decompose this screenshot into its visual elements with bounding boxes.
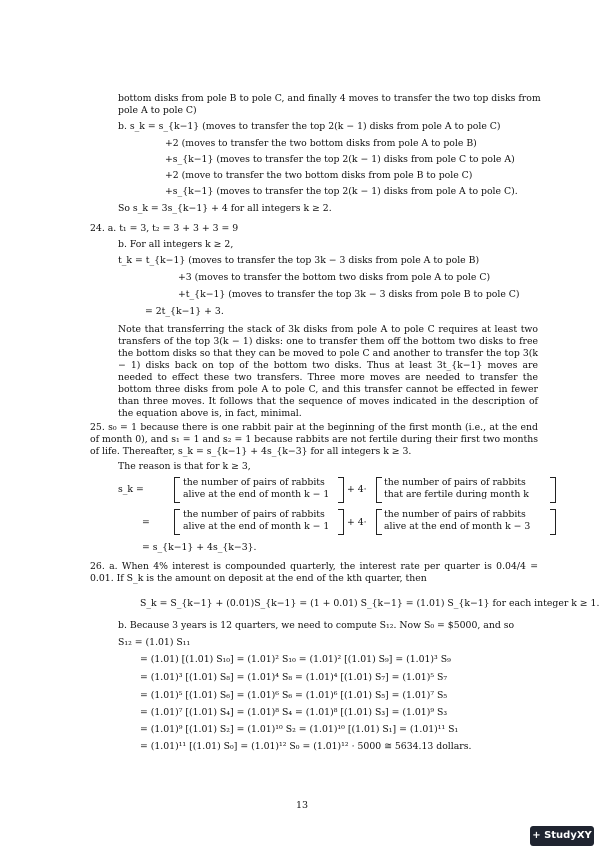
equation-eq: = (142, 517, 150, 528)
text-line: bottom disks from pole B to pole C, and finally 4 moves to transfer the two top disks from (118, 93, 541, 104)
equation-line: +t_{k−1} (moves to transfer the top 3k − 3 disks from pole B to pole C) (178, 289, 520, 300)
text-line: +s_{k−1} (moves to transfer the top 2(k − 1) disks from pole A to pole C). (165, 186, 518, 197)
bracket-text: the number of pairs of rabbits (183, 477, 325, 488)
right-bracket (550, 509, 556, 535)
problem-26-paragraph: 26. a. When 4% interest is compounded quarterly, the interest rate per quarter is 0.04/4 = 0.01. If S_k is the amount on deposit at the end of the kth quarter, then (90, 561, 538, 584)
equation-line: = (1.01)⁹ [(1.01) S₂] = (1.01)¹⁰ S₂ = (1.01)¹⁰ [(1.01) S₁] = (1.01)¹¹ S₁ (140, 724, 459, 735)
equation-line: = 2t_{k−1} + 3. (145, 306, 224, 317)
bracket-text: the number of pairs of rabbits (384, 477, 526, 488)
equation-line: +3 (moves to transfer the bottom two disks from pole A to pole C) (178, 272, 491, 283)
right-bracket (338, 509, 344, 535)
bracket-text: the number of pairs of rabbits (384, 509, 526, 520)
equation-lhs: s_k = (118, 484, 144, 495)
right-bracket (338, 477, 344, 503)
bracket-text: the number of pairs of rabbits (183, 509, 325, 520)
plus-icon: + (532, 830, 545, 841)
operator: + 4· (347, 484, 367, 495)
equation-line: = (1.01)⁵ [(1.01) S₆] = (1.01)⁶ S₆ = (1.01)⁶ [(1.01) S₅] = (1.01)⁷ S₅ (140, 690, 448, 701)
problem-24-header: 24. a. t₁ = 3, t₂ = 3 + 3 + 3 = 9 (90, 223, 239, 234)
left-bracket (376, 477, 382, 503)
equation-line: = (1.01) [(1.01) S₁₀] = (1.01)² S₁₀ = (1.01)² [(1.01) S₉] = (1.01)³ S₉ (140, 654, 451, 665)
equation-line: t_k = t_{k−1} (moves to transfer the top 3k − 3 disks from pole A to pole B) (118, 255, 480, 266)
paragraph: Note that transferring the stack of 3k disks from pole A to pole C requires at least two transfers of the top 3(k − 1) disks: one to transfer them off the bottom two disks to free the bottom disks so that they can be moved to pole C and another to transfer the top 3(k − 1) disks back on top of the bottom two disks. Thus at least 3t_{k−1} moves are needed to effect these two transfers. Three more moves are needed to transfer the bottom three disks from pole A to pole C, and this transfer cannot be effected in fewer than three moves. It follows that the sequence of moves indicated in the description of the equation above is, in fact, minimal. (118, 324, 538, 419)
bracket-text: alive at the end of month k − 3 (384, 521, 531, 532)
text-line: +2 (moves to transfer the two bottom disks from pole A to pole B) (165, 138, 477, 149)
studyxy-badge[interactable] (530, 826, 594, 846)
right-bracket (550, 477, 556, 503)
text-line: b. s_k = s_{k−1} (moves to transfer the top 2(k − 1) disks from pole A to pole C) (118, 121, 501, 132)
text-line: b. For all integers k ≥ 2, (118, 239, 234, 250)
equation-line: = s_{k−1} + 4s_{k−3}. (142, 542, 257, 553)
bracket-text: alive at the end of month k − 1 (183, 489, 330, 500)
problem-25-paragraph: 25. s₀ = 1 because there is one rabbit pair at the beginning of the first month (i.e., at the end of month 0), and s₁ = 1 and s₂ = 1 because rabbits are not fertile during their first two months of life. Thereafter, s_k = s_{k−1} + 4s_{k−3} for all integers k ≥ 3. (90, 422, 538, 457)
badge-label: StudyXY (544, 830, 592, 841)
bracket-text: that are fertile during month k (384, 489, 529, 500)
text-line: +s_{k−1} (moves to transfer the top 2(k − 1) disks from pole C to pole A) (165, 154, 515, 165)
text-line: So s_k = 3s_{k−1} + 4 for all integers k ≥ 2. (118, 203, 332, 214)
left-bracket (174, 477, 180, 503)
text-line: b. Because 3 years is 12 quarters, we need to compute S₁₂. Now S₀ = $5000, and so (118, 620, 515, 631)
left-bracket (174, 509, 180, 535)
text-line: The reason is that for k ≥ 3, (118, 461, 251, 472)
equation-line: = (1.01)³ [(1.01) S₈] = (1.01)⁴ S₈ = (1.01)⁴ [(1.01) S₇] = (1.01)⁵ S₇ (140, 672, 448, 683)
text-line: +2 (move to transfer the two bottom disks from pole B to pole C) (165, 170, 473, 181)
equation-line: = (1.01)¹¹ [(1.01) S₀] = (1.01)¹² S₀ = (1.01)¹² · 5000 ≅ 5634.13 dollars. (140, 741, 472, 752)
left-bracket (376, 509, 382, 535)
operator: + 4· (347, 517, 367, 528)
page-number: 13 (296, 800, 309, 811)
equation-line: = (1.01)⁷ [(1.01) S₄] = (1.01)⁸ S₄ = (1.01)⁸ [(1.01) S₃] = (1.01)⁹ S₃ (140, 707, 448, 718)
text-line: pole A to pole C) (118, 105, 197, 116)
equation-line: S₁₂ = (1.01) S₁₁ (118, 637, 191, 648)
bracket-text: alive at the end of month k − 1 (183, 521, 330, 532)
equation-line: S_k = S_{k−1} + (0.01)S_{k−1} = (1 + 0.01) S_{k−1} = (1.01) S_{k−1} for each integer k ≥ 1. (140, 598, 600, 609)
